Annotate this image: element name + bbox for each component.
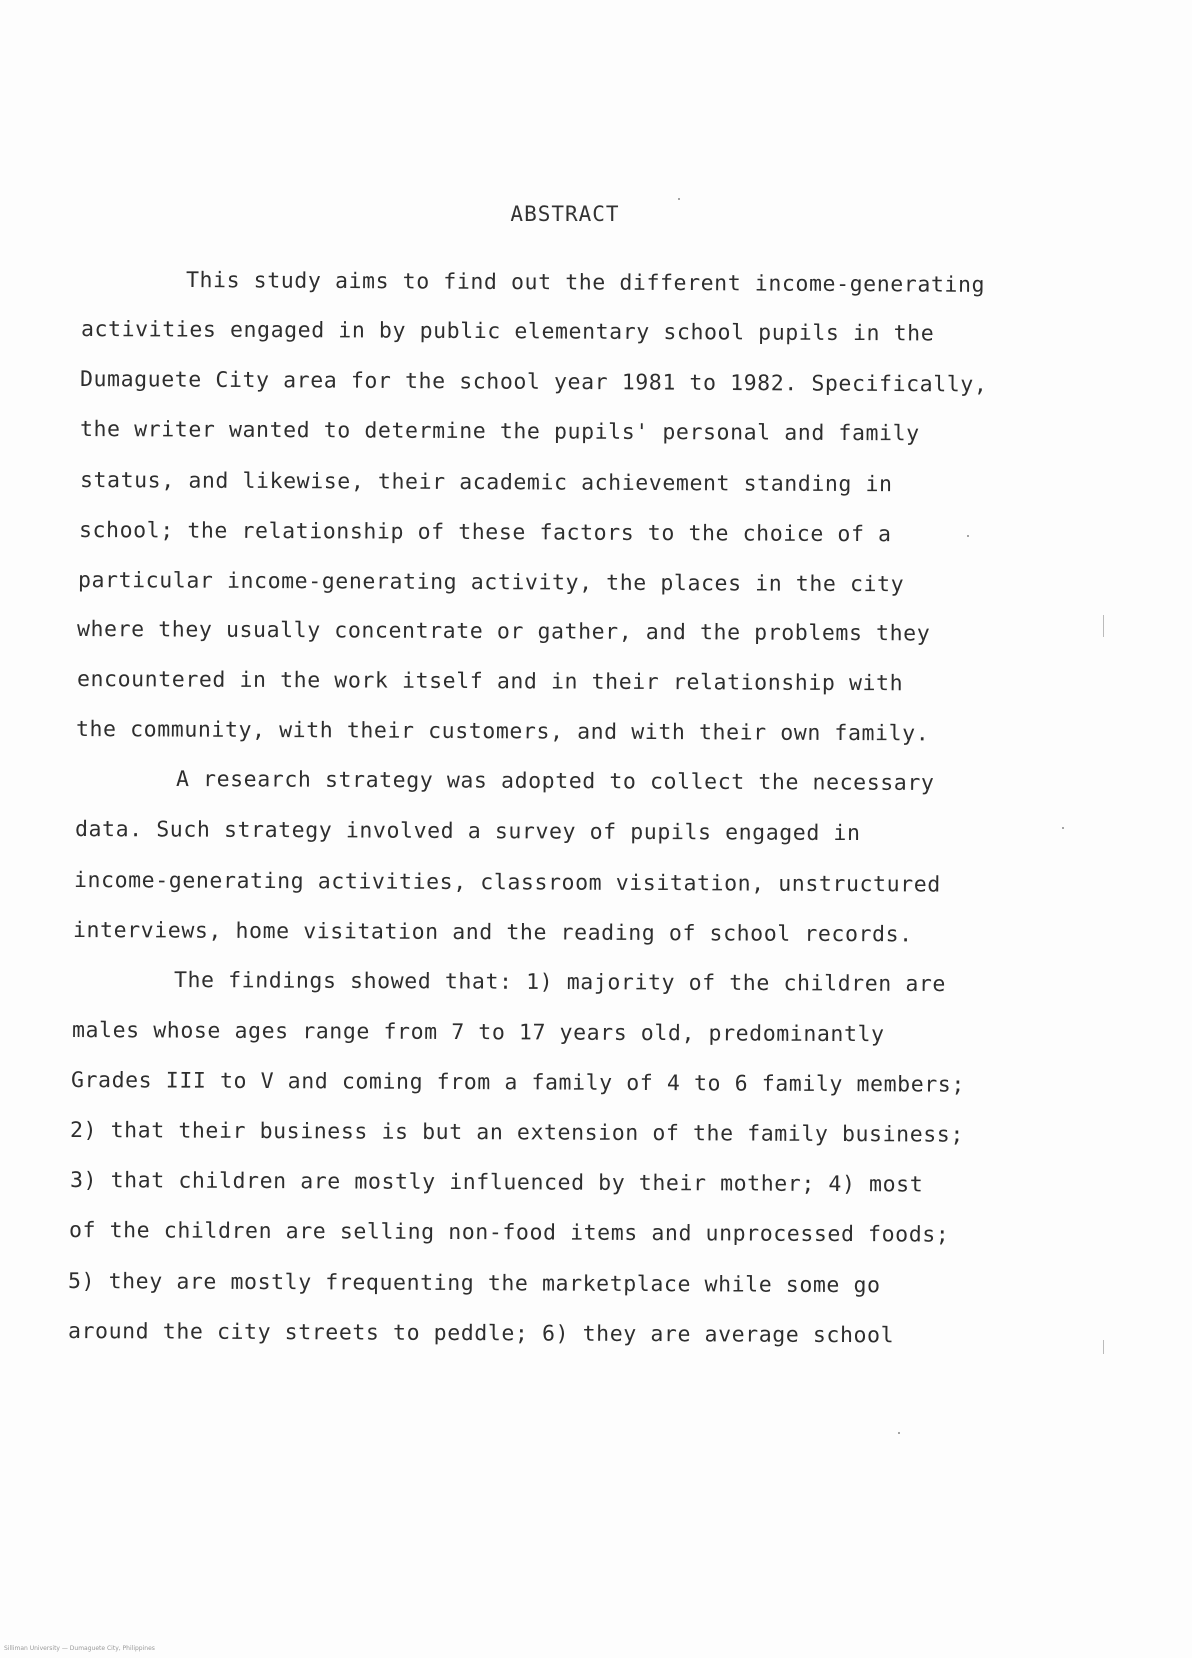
text-line: interviews, home visitation and the reading of school records. [72,918,913,948]
text-line: encountered in the work itself and in their relationship with [76,667,904,697]
text-line: Dumaguete City area for the school year 1981 to 1982. Specifically, [79,367,988,398]
text-line: around the city streets to peddle; 6) they are average school [67,1319,895,1349]
text-line: Grades III to V and coming from a family of 4 to 6 family members; [70,1068,965,1098]
text-line: income-generating activities, classroom visitation, unstructured [73,868,941,898]
text-line: The findings showed that: 1) majority of the children are [173,968,947,998]
text-line: the community, with their customers, and with their own family. [75,717,930,747]
text-line: where they usually concentrate or gather, and the problems they [76,617,931,647]
scan-footer: Silliman University — Dumaguete City, Philippines [4,1645,155,1652]
text-line: particular income-generating activity, the places in the city [77,568,905,598]
scan-speck [1103,615,1104,637]
scan-speck [678,198,680,200]
text-line: This study aims to find out the different income-generating [185,268,986,298]
scan-speck [967,535,969,537]
scan-speck [1062,827,1064,829]
text-line: the writer wanted to determine the pupils' personal and family [79,417,920,447]
scan-speck [898,1432,900,1434]
text-line: school; the relationship of these factors to the choice of a [78,518,892,548]
text-line: activities engaged in by public elementary school pupils in the [80,317,935,347]
text-line: data. Such strategy involved a survey of pupils engaged in [74,817,861,847]
text-line: males whose ages range from 7 to 17 years old, predominantly [71,1018,885,1048]
text-line: status, and likewise, their academic achievement standing in [79,468,893,498]
text-line: A research strategy was adopted to collect the necessary [175,767,935,796]
text-line: of the children are selling non-food items and unprocessed foods; [68,1218,950,1248]
text-line: 5) they are mostly frequenting the marketplace while some go [67,1269,881,1299]
abstract-title: ABSTRACT [510,202,620,226]
scan-speck [1103,1340,1104,1354]
text-line: 2) that their business is but an extension of the family business; [69,1118,964,1148]
text-line: 3) that children are mostly influenced by their mother; 4) most [69,1168,924,1198]
